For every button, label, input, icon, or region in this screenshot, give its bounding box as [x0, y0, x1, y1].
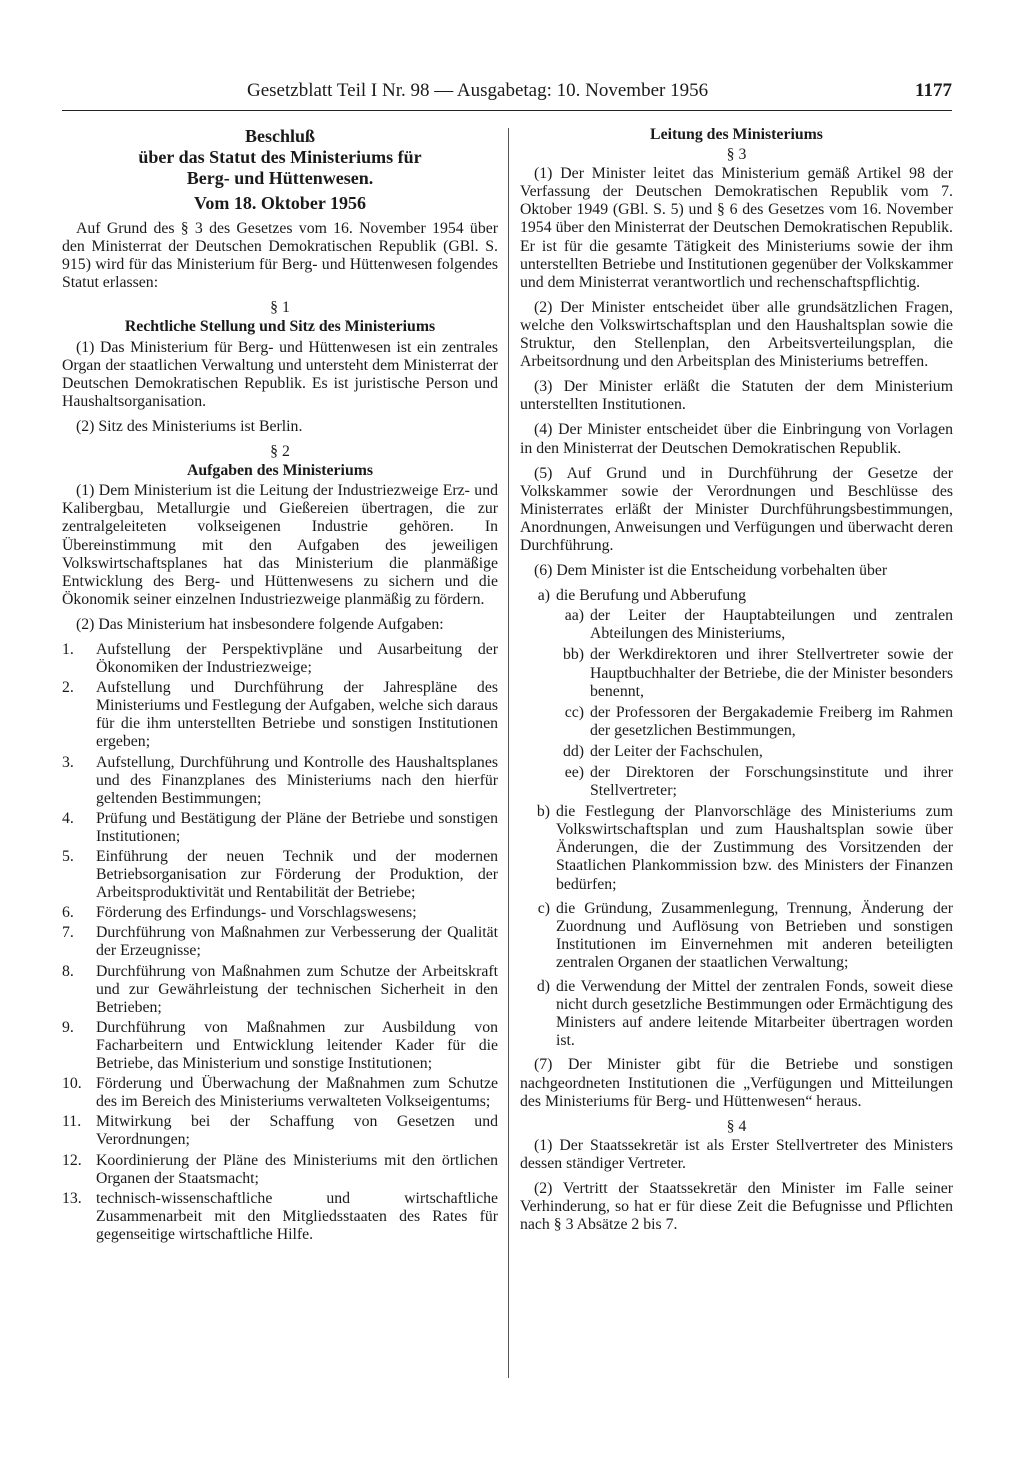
paragraph: (6) Dem Minister ist die Entscheidung vorbehalten über	[534, 562, 888, 580]
list-item	[62, 754, 498, 808]
sub-item-label: dd)	[562, 742, 584, 760]
sub-item-text: der Professoren der Bergakademie Freiberg im Rahmen der gesetzlichen Bestimmungen,	[590, 703, 953, 739]
paragraph: (1) Dem Ministerium ist die Leitung der Industriezweige Erz- und Kalibergbau, Metallurgie und Gießereien übertragen, die zur zentralgeleiteten volkseigenen Industrie gehören. In Übereinstimmung mit den Aufgaben des jeweiligen Volkswirtschaftsplanes hat das Ministerium die planmäßige Entwicklung des Berg- und Hüttenwesens zu sichern und die Ökonomik seiner einzelnen Industriezweige planmäßig zu fördern.	[62, 482, 498, 608]
list-item	[62, 963, 498, 1017]
paragraph: (2) Das Ministerium hat insbesondere folgende Aufgaben:	[76, 615, 444, 633]
sub-item-text: der Leiter der Hauptabteilungen und zentralen Abteilungen des Ministeriums,	[590, 607, 953, 643]
item-text: Aufstellung der Perspektivpläne und Ausarbeitung der Ökonomiken der Industriezweige;	[96, 640, 498, 677]
paragraph: (5) Auf Grund und in Durchführung der Gesetze der Volkskammer sowie der Verordnungen und Beschlüsse des Ministerrates erläßt der Minister Durchführungsbestimmungen, Anordnungen, Anweisungen und Verfügungen und überwacht deren Durchführung.	[520, 464, 953, 554]
sub-item	[520, 607, 953, 643]
list-item	[62, 1152, 498, 1188]
item-text: Aufstellung, Durchführung und Kontrolle des Haushaltsplanes und des Finanzplanes des Ministeriums nach den hierfür geltenden Bestimmungen;	[96, 753, 498, 807]
paragraph: (2) Sitz des Ministeriums ist Berlin.	[76, 417, 303, 435]
intro-paragraph: Auf Grund des § 3 des Gesetzes vom 16. November 1954 über den Ministerrat der Deutschen Demokratischen Republik (GBl. S. 915) wird für das Ministerium für Berg- und Hüttenwesen folgendes Statut erlassen:	[62, 220, 498, 292]
section-number: § 3	[726, 146, 747, 164]
item-text: die Gründung, Zusammenlegung, Trennung, Änderung der Zuordnung und Auflösung von Betrieben und sonstigen Institutionen im Einvernehmen mit anderen beteiligten zentralen Organen der staatlichen Verwaltung;	[556, 899, 953, 971]
paragraph: (3) Der Minister erläßt die Statuten der dem Ministerium unterstellten Institutionen.	[520, 378, 953, 414]
paragraph: (1) Das Ministerium für Berg- und Hüttenwesen ist ein zentrales Organ der staatlichen Verwaltung und untersteht dem Ministerrat der Deutschen Demokratischen Republik. Es ist juristische Person und Haushaltsorganisation.	[62, 338, 498, 410]
item-number: 10.	[62, 1075, 82, 1093]
section-number: § 1	[270, 299, 290, 317]
sub-list	[520, 607, 953, 800]
item-number: 1.	[62, 640, 74, 658]
item-text: Förderung und Überwachung der Maßnahmen zum Schutze des im Bereich des Ministeriums verwalteten Volkseigentums;	[96, 1075, 498, 1111]
item-text: Förderung des Erfindungs- und Vorschlagswesens;	[96, 904, 417, 922]
item-letter: b)	[536, 803, 550, 821]
list-item	[62, 1190, 498, 1244]
paragraph: (1) Der Staatssekretär ist als Erster Stellvertreter des Ministers dessen ständiger Vertreter.	[520, 1136, 953, 1172]
item-text: technisch-wissenschaftliche und wirtschaftliche Zusammenarbeit mit den Mitgliedsstaaten des Rates für gegenseitige wirtschaftliche Hilfe.	[96, 1189, 498, 1243]
paragraph: (1) Der Minister leitet das Ministerium gemäß Artikel 98 der Verfassung der Deutschen Demokratischen Republik vom 7. Oktober 1949 (GBl. S. 5) und § 6 des Gesetzes vom 16. November 1954 über den Ministerrat der Deutschen Demokratischen Republik. Er ist für die gesamte Tätigkeit des Ministeriums sowie der ihm unterstellten Betriebe und Institutionen gegenüber der Volkskammer und dem Ministerrat verantwortlich und rechenschaftspflichtig.	[520, 165, 953, 291]
item-text: Durchführung von Maßnahmen zum Schutze der Arbeitskraft und zur Gewährleistung der technischen Sicherheit in den Betrieben;	[96, 962, 498, 1016]
header-title: Gesetzblatt Teil I Nr. 98 — Ausgabetag: 10. November 1956	[247, 80, 709, 101]
section-heading: Rechtliche Stellung und Sitz des Ministeriums	[124, 318, 436, 336]
list-item	[520, 803, 953, 893]
sub-item	[520, 704, 953, 740]
item-number: 2.	[62, 679, 74, 697]
paragraph: (2) Vertritt der Staatssekretär den Minister im Falle seiner Verhinderung, so hat er für diese Zeit die Befugnisse und Pflichten nach § 3 Absätze 2 bis 7.	[520, 1179, 953, 1234]
sub-item-label: bb)	[562, 646, 584, 664]
sub-item-label: cc)	[564, 703, 584, 721]
paragraph: (4) Der Minister entscheidet über die Einbringung von Vorlagen in den Ministerrat der Deutschen Demokratischen Republik.	[520, 421, 953, 457]
item-number: 9.	[62, 1018, 74, 1036]
item-text: Einführung der neuen Technik und der modernen Betriebsorganisation zur Förderung der Produktion, der Arbeitsproduktivität und Rentabilität der Betriebe;	[96, 848, 498, 902]
list-item	[62, 810, 498, 846]
decree-title-line-2: über das Statut des Ministeriums für	[138, 147, 422, 167]
list-item	[62, 924, 498, 960]
paragraph: (7) Der Minister gibt für die Betriebe und sonstigen nachgeordneten Institutionen die „Verfügungen und Mitteilungen des Ministeriums für Berg- und Hüttenwesen“ heraus.	[520, 1056, 953, 1110]
item-letter: c)	[537, 899, 550, 917]
item-text: Durchführung von Maßnahmen zur Verbesserung der Qualität der Erzeugnisse;	[96, 924, 498, 960]
section-heading: Aufgaben des Ministeriums	[186, 462, 374, 480]
page-header	[62, 80, 952, 106]
task-list	[62, 641, 498, 1244]
section-number: § 4	[726, 1117, 747, 1135]
list-item	[520, 978, 953, 1050]
item-letter: a)	[537, 587, 550, 605]
item-number: 8.	[62, 962, 74, 980]
list-item	[62, 1113, 498, 1149]
decree-date: Vom 18. Oktober 1956	[193, 193, 366, 213]
column-divider	[508, 128, 509, 1378]
item-text: die Berufung und Abberufung	[556, 587, 746, 605]
list-item	[62, 848, 498, 902]
item-text: Durchführung von Maßnahmen zur Ausbildung von Facharbeitern und Entwicklung leitender Kader für die Betriebe, das Ministerium und sonstige Institutionen;	[96, 1018, 498, 1073]
list-item	[62, 904, 498, 922]
section-heading: Leitung des Ministeriums	[650, 126, 823, 143]
item-number: 13.	[62, 1189, 82, 1207]
item-number: 3.	[62, 753, 74, 771]
list-item	[62, 679, 498, 751]
sub-item-text: der Werkdirektoren und ihrer Stellvertreter sowie der Hauptbuchhalter der Betriebe, die der Minister besonders benennt,	[590, 646, 953, 700]
sub-item	[520, 764, 953, 800]
item-text: Mitwirkung bei der Schaffung von Gesetzen und Verordnungen;	[96, 1113, 498, 1149]
list-item	[520, 900, 953, 972]
sub-item-text: der Leiter der Fachschulen,	[590, 742, 763, 760]
list-item	[62, 1075, 498, 1111]
item-letter: d)	[536, 978, 550, 996]
header-rule	[62, 110, 952, 111]
list-item	[62, 641, 498, 677]
item-text: Koordinierung der Pläne des Ministeriums mit den örtlichen Organen der Staatsmacht;	[96, 1151, 498, 1187]
list-item	[62, 1019, 498, 1073]
sub-item-text: der Direktoren der Forschungsinstitute und ihrer Stellvertreter;	[590, 764, 953, 800]
item-number: 5.	[62, 848, 74, 865]
item-number: 4.	[62, 809, 74, 827]
decree-title-line-1: Beschluß	[244, 126, 316, 146]
right-column	[520, 126, 953, 1241]
item-text: Prüfung und Bestätigung der Pläne der Betriebe und sonstigen Institutionen;	[96, 809, 498, 845]
item-text: Aufstellung und Durchführung der Jahrespläne des Ministeriums und Festlegung der Aufgaben, welche sich daraus für die ihm unterstellten Betriebe und sonstigen Institutionen ergeben;	[96, 679, 498, 751]
item-text: die Verwendung der Mittel der zentralen Fonds, soweit diese nicht durch gesetzliche Bestimmungen oder Ermächtigung des Ministers auf andere leitende Mitarbeiter übertragen worden ist.	[556, 978, 953, 1050]
item-number: 7.	[62, 924, 74, 942]
decree-title-line-3: Berg- und Hüttenwesen.	[186, 168, 374, 188]
list-item	[520, 587, 953, 605]
page-number: 1177	[915, 80, 952, 101]
paragraph: (2) Der Minister entscheidet über alle grundsätzlichen Fragen, welche den Volkswirtschaftsplan und den Haushaltsplan sowie die Struktur, den Stellenplan, den Arbeitsverteilungsplan, die Arbeitsordnung und den Arbeitsplan des Ministeriums betreffen.	[520, 298, 953, 371]
sub-item-label: ee)	[564, 764, 584, 781]
item-text: die Festlegung der Planvorschläge des Ministeriums zum Volkswirtschaftsplan und zum Haushaltsplan sowie über Änderungen, die der Zustimmung des Vorsitzenden der Staatlichen Plankommission bzw. des Ministers der Finanzen bedürfen;	[556, 803, 953, 893]
item-number: 11.	[62, 1113, 82, 1131]
sub-item	[520, 743, 953, 761]
item-number: 12.	[62, 1151, 82, 1169]
sub-item	[520, 646, 953, 700]
item-number: 6.	[62, 904, 74, 922]
sub-item-label: aa)	[564, 607, 584, 625]
section-number: § 2	[270, 443, 290, 461]
left-column	[62, 126, 498, 1246]
